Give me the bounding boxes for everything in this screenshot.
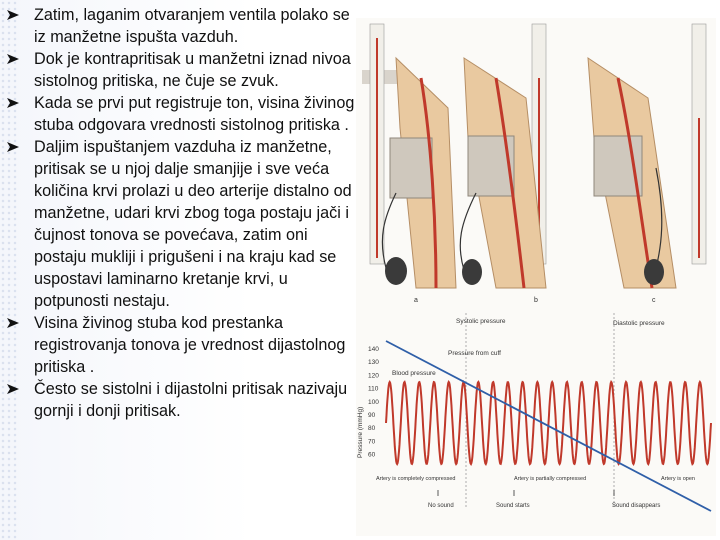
- bullet-text: Visina živinog stuba kod prestanka registrovanja tonova je vrednost dijastolnog pritiska .: [34, 314, 346, 376]
- bullet-item: [6, 312, 362, 378]
- bullet-item: [6, 378, 362, 422]
- y-tick-label: 60: [368, 451, 376, 459]
- bullet-item: [6, 136, 362, 312]
- bullet-item: [6, 92, 362, 136]
- arrow-bullet-icon: [6, 382, 20, 396]
- arrow-bullet-icon: [6, 52, 20, 66]
- artery-label-compressed: Artery is completely compressed: [376, 476, 456, 482]
- sound-label-disappears: Sound disappears: [612, 503, 661, 509]
- diastolic-label: Diastolic pressure: [613, 320, 665, 327]
- bullet-text: Često se sistolni i dijastolni pritisak nazivaju gornji i donji pritisak.: [34, 380, 348, 420]
- arrow-bullet-icon: [6, 8, 20, 22]
- y-tick-label: 80: [368, 425, 376, 433]
- bullet-text: Dok je kontrapritisak u manžetni iznad nivoa sistolnog pritiska, ne čuje se zvuk.: [34, 50, 351, 90]
- sound-label-starts: Sound starts: [496, 503, 530, 509]
- bullet-text: Kada se prvi put registruje ton, visina živinog stuba odgovara vrednosti sistolnog pritiska .: [34, 94, 355, 134]
- arrow-bullet-icon: [6, 316, 20, 330]
- y-tick-label: 90: [368, 412, 376, 419]
- y-axis-label: Pressure (mmHg): [357, 406, 364, 458]
- bullet-item: [6, 48, 362, 92]
- systolic-label: Systolic pressure: [456, 318, 506, 325]
- bullet-item: [6, 4, 362, 48]
- bullet-text: Daljim ispuštanjem vazduha iz manžetne, pritisak se u njoj dalje smanjije i sve veća količina krvi prolazi u deo arterije distalno od manžetne, udari krvi zbog toga postaju jači i čujnost tonova se povećava, zatim oni postaju mukliji i prigušeni i na kraju kad se uspostavi laminarno kretanje krvi, u potpunosti nestaju.: [34, 138, 352, 310]
- y-tick-label: 140: [368, 346, 379, 353]
- panel-label-b: b: [534, 297, 538, 304]
- y-tick-label: 110: [368, 385, 379, 393]
- arrow-bullet-icon: [6, 140, 20, 154]
- sound-label-none: No sound: [428, 503, 454, 509]
- panel-label-c: c: [652, 297, 656, 304]
- y-tick-label: 120: [368, 372, 379, 380]
- panel-label-a: a: [414, 297, 418, 304]
- bullet-list: [6, 4, 362, 422]
- blood-pressure-figure: [356, 18, 716, 536]
- blood-pressure-label: Blood pressure: [392, 370, 436, 377]
- bullet-text: Zatim, laganim otvaranjem ventila polako se iz manžetne ispušta vazduh.: [34, 6, 350, 46]
- arrow-bullet-icon: [6, 96, 20, 110]
- y-tick-label: 130: [368, 359, 379, 367]
- y-tick-label: 100: [368, 398, 379, 406]
- artery-label-open: Artery is open: [661, 476, 695, 482]
- cuff-pressure-label: Pressure from cuff: [448, 350, 501, 357]
- artery-label-partial: Artery is partially compressed: [514, 476, 587, 482]
- y-tick-label: 70: [368, 438, 376, 446]
